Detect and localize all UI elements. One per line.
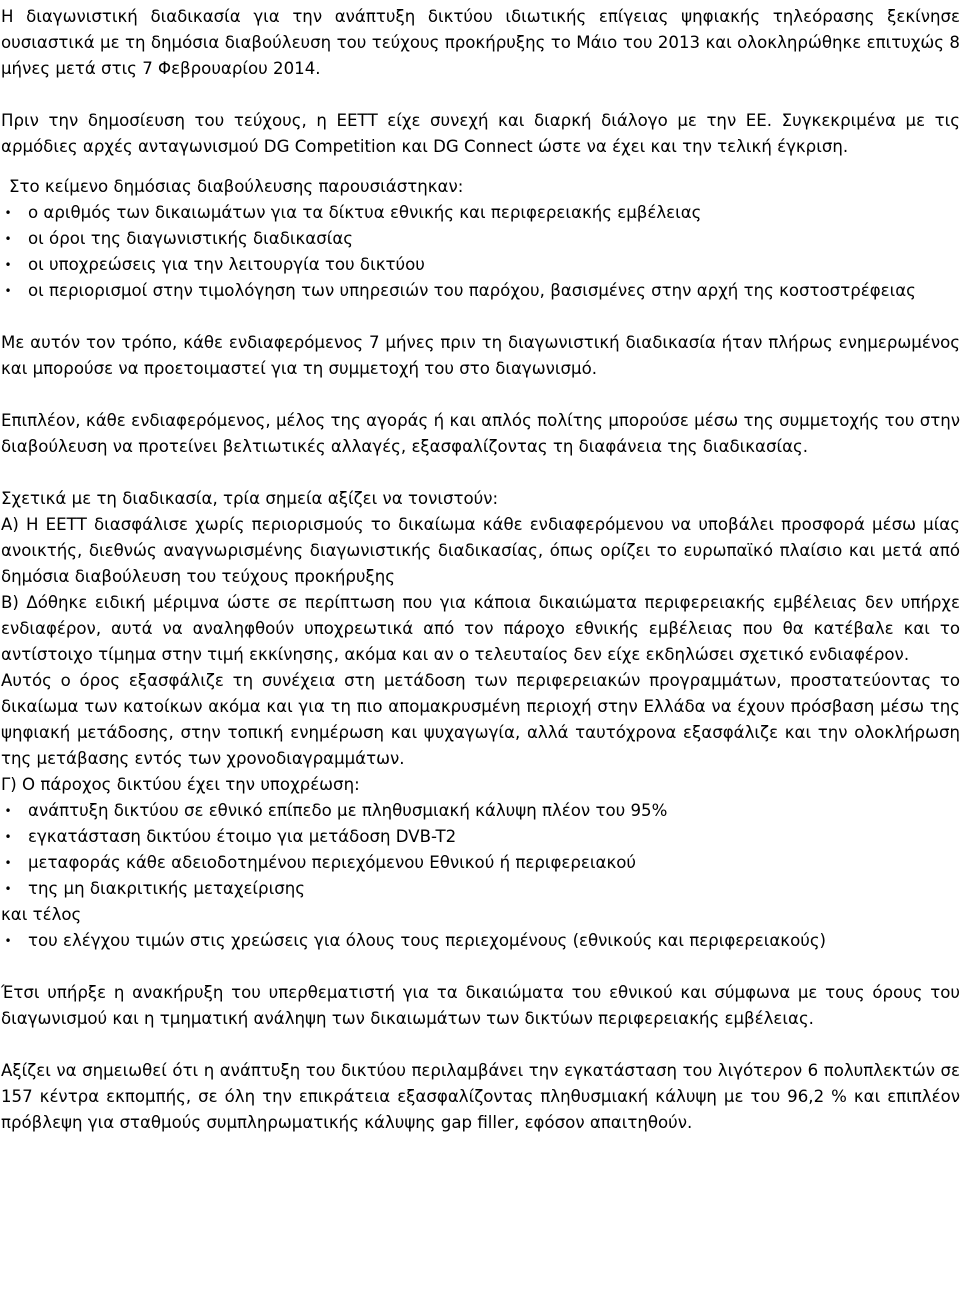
bullet-icon: • xyxy=(4,258,12,272)
list-item: • οι περιορισμοί στην τιμολόγηση των υπηρεσιών του παρόχου, βασισμένες στην αρχή της κοστοστρέφειας xyxy=(0,278,960,304)
list-item: • οι υποχρεώσεις για την λειτουργία του δικτύου xyxy=(0,252,960,278)
list-item: • του ελέγχου τιμών στις χρεώσεις για όλους τους περιεχομένους (εθνικούς και περιφερειακούς) xyxy=(0,928,960,954)
paragraph-dialogue: Πριν την δημοσίευση του τεύχους, η ΕΕΤΤ είχε συνεχή και διαρκή διάλογο με την ΕΕ. Συγκεκριμένα με τις αρμόδιες αρχές ανταγωνισμού DG Competition και DG Connect ώστε να έχει και την τελική έγκριση. xyxy=(1,111,960,156)
bullet-icon: • xyxy=(4,284,12,298)
paragraph-transparency: Επιπλέον, κάθε ενδιαφερόμενος, μέλος της αγοράς ή και απλός πολίτης μπορούσε μέσω της συμμετοχής του στην διαβούλευση να προτείνει βελτιωτικές αλλαγές, εξασφαλίζοντας τη διαφάνεια της διαδικασίας. xyxy=(1,411,960,456)
spacer xyxy=(0,82,960,108)
bullet-icon: • xyxy=(4,882,12,896)
bullet-icon: • xyxy=(4,934,12,948)
paragraph-point-c-intro: Γ) Ο πάροχος δικτύου έχει την υποχρέωση: xyxy=(1,775,360,794)
spacer xyxy=(0,460,960,486)
spacer xyxy=(0,1032,960,1058)
list-item: • εγκατάσταση δικτύου έτοιμο για μετάδοση DVB-T2 xyxy=(0,824,960,850)
list-item: • οι όροι της διαγωνιστικής διαδικασίας xyxy=(0,226,960,252)
obligations-list xyxy=(0,798,960,902)
list-item: • μεταφοράς κάθε αδειοδοτημένου περιεχόμενου Εθνικού ή περιφερειακού xyxy=(0,850,960,876)
consultation-list xyxy=(0,200,960,304)
spacer xyxy=(0,382,960,408)
spacer xyxy=(0,304,960,330)
spacer xyxy=(0,954,960,980)
list-item: • ανάπτυξη δικτύου σε εθνικό επίπεδο με πληθυσμιακή κάλυψη πλέον του 95% xyxy=(0,798,960,824)
bullet-icon: • xyxy=(4,856,12,870)
bullet-icon: • xyxy=(4,206,12,220)
paragraph-point-b-continued: Αυτός ο όρος εξασφάλιζε τη συνέχεια στη μετάδοση των περιφερειακών προγραμμάτων, προστατεύοντας το δικαίωμα των κατοίκων ακόμα και για τη πιο απομακρυσμένη περιοχή στην Ελλάδα να έχουν πρόσβαση μέσω της ψηφιακή μετάδοσης, στην τοπική ενημέρωση και ψυχαγωγία, αλλά ταυτόχρονα εξασφάλιζε και την ολοκλήρωση της μετάβασης εντός των χρονοδιαγραμμάτων. xyxy=(1,671,960,768)
paragraph-network-deployment: Αξίζει να σημειωθεί ότι η ανάπτυξη του δικτύου περιλαμβάνει την εγκατάσταση του λιγότερον 6 πολυπλεκτών σε 157 κέντρα εκπομπής, σε όλη την επικράτεια εξασφαλίζοντας πληθυσμιακή κάλυψη με του 96,2 % και επιπλέον πρόβλεψη για σταθμούς συμπληρωματικής κάλυψης gap filler, εφόσον απαιτηθούν. xyxy=(1,1061,960,1132)
bullet-icon: • xyxy=(4,804,12,818)
paragraph-winner: Έτσι υπήρξε η ανακήρυξη του υπερθεματιστή για τα δικαιώματα του εθνικού και σύμφωνα με τους όρους του διαγωνισμού και η τμηματική ανάληψη των δικαιωμάτων των δικτύων περιφερειακής εμβέλειας. xyxy=(1,983,960,1028)
bullet-icon: • xyxy=(4,830,12,844)
bullet-icon: • xyxy=(4,232,12,246)
paragraph-and-finally: και τέλος xyxy=(1,905,82,924)
paragraph-point-a: Α) Η ΕΕΤΤ διασφάλισε χωρίς περιορισμούς το δικαίωμα κάθε ενδιαφερόμενου να υποβάλει προσφορά μέσω μίας ανοικτής, διεθνώς αναγνωρισμένης διαγωνιστικής διαδικασίας, όπως ορίζει το ευρωπαϊκό πλαίσιο και μετά από δημόσια διαβούλευση του τεύχους προκήρυξης xyxy=(1,515,960,586)
spacer xyxy=(0,160,960,174)
paragraph-point-b: Β) Δόθηκε ειδική μέριμνα ώστε σε περίπτωση που για κάποια δικαιώματα περιφερειακής εμβέλειας δεν υπήρχε ενδιαφέρον, αυτά να αναληφθούν υποχρεωτικά από τον πάροχο εθνικής εμβέλειας που θα κατέβαλε και το αντίστοιχο τίμημα στην τιμή εκκίνησης, ακόμα και αν ο τελευταίος δεν είχε εκδηλώσει σχετικό ενδιαφέρον. xyxy=(1,593,960,664)
list-item: • ο αριθμός των δικαιωμάτων για τα δίκτυα εθνικής και περιφερειακής εμβέλειας xyxy=(0,200,960,226)
list-item: • της μη διακριτικής μεταχείρισης xyxy=(0,876,960,902)
paragraph-points-intro: Σχετικά με τη διαδικασία, τρία σημεία αξίζει να τονιστούν: xyxy=(1,489,499,508)
paragraph-intro: Η διαγωνιστική διαδικασία για την ανάπτυξη δικτύου ιδιωτικής επίγειας ψηφιακής τηλεόρασης ξεκίνησε ουσιαστικά με τη δημόσια διαβούλευση του τεύχους προκήρυξης το Μάιο του 2013 και ολοκληρώθηκε επιτυχώς 8 μήνες μετά στις 7 Φεβρουαρίου 2014. xyxy=(1,7,960,78)
paragraph-informed: Με αυτόν τον τρόπο, κάθε ενδιαφερόμενος 7 μήνες πριν τη διαγωνιστική διαδικασία ήταν πλήρως ενημερωμένος και μπορούσε να προετοιμαστεί για τη συμμετοχή του στο διαγωνισμό. xyxy=(1,333,960,378)
paragraph-consultation-intro: Στο κείμενο δημόσιας διαβούλευσης παρουσιάστηκαν: xyxy=(9,177,464,196)
final-obligation-list xyxy=(0,928,960,954)
